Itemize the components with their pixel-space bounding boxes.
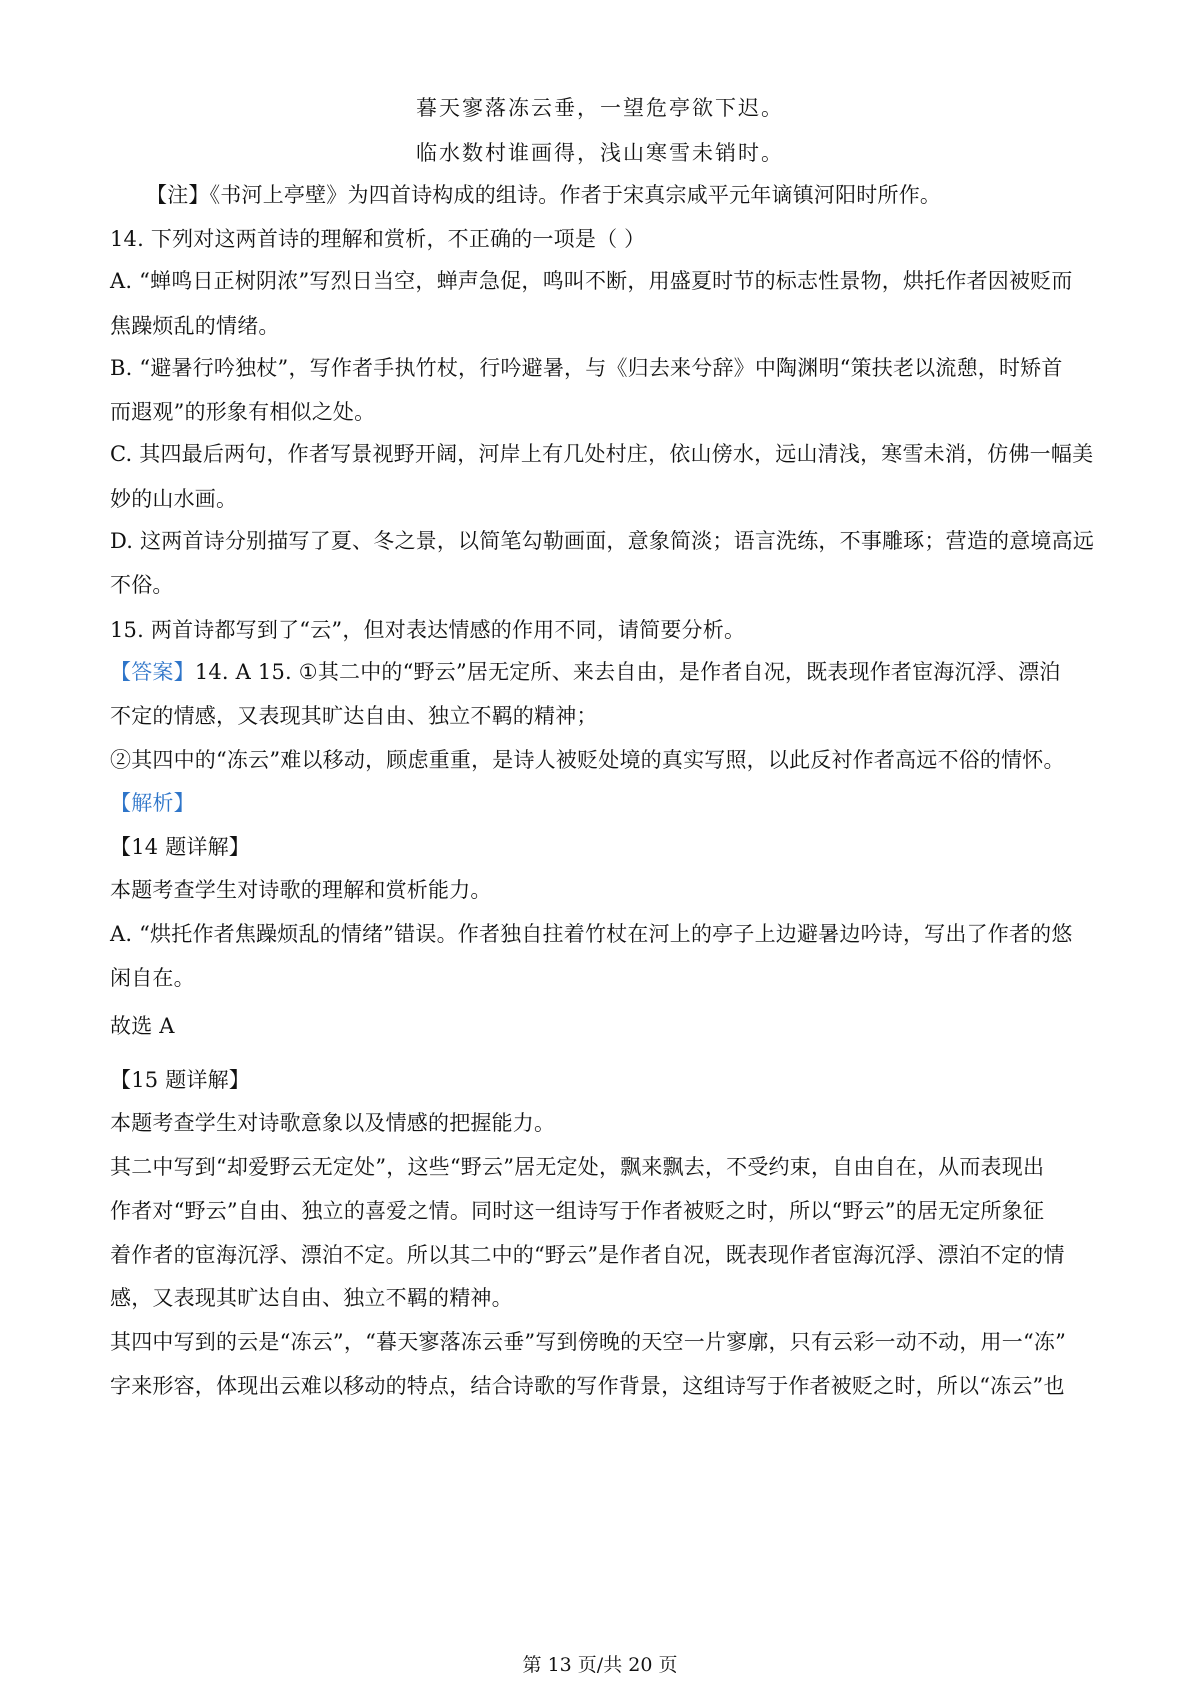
- option-d-line-1: D. 这两首诗分别描写了夏、冬之景，以简笔勾勒画面，意象简淡；语言洗练，不事雕琢；营造的意境高远: [110, 529, 1095, 553]
- poem-line-1: 暮天寥落冻云垂，一望危亭欲下迟。: [416, 96, 784, 120]
- analysis-15-line-7: 字来形容，体现出云难以移动的特点，结合诗歌的写作背景，这组诗写于作者被贬之时，所以“冻云”也: [110, 1374, 1065, 1398]
- poem-line-2: 临水数村谁画得，浅山寒雪未销时。: [416, 141, 784, 165]
- answer-line-2: 不定的情感，又表现其旷达自由、独立不羁的精神；: [110, 704, 598, 728]
- answer-text: 14. A 15. ①其二中的“野云”居无定所、来去自由，是作者自况，既表现作者宦海沉浮、漂泊: [194, 660, 1061, 684]
- note: 【注】《书河上亭壁》为四首诗构成的组诗。作者于宋真宗咸平元年谪镇河阳时所作。: [146, 183, 942, 207]
- answer-line-1: [110, 657, 1100, 687]
- option-a-line-1: A. “蝉鸣日正树阴浓”写烈日当空，蝉声急促，鸣叫不断，用盛夏时节的标志性景物，烘托作者因被贬而: [110, 269, 1073, 293]
- heading-15-detail: 【15 题详解】: [110, 1068, 250, 1092]
- analysis-14-choice: 故选 A: [110, 1014, 175, 1038]
- analysis-14-line-2: A. “烘托作者焦躁烦乱的情绪”错误。作者独自拄着竹杖在河上的亭子上边避暑边吟诗，写出了作者的悠: [110, 922, 1073, 946]
- option-a-line-2: 焦躁烦乱的情绪。: [110, 314, 280, 338]
- answer-tag: 【答案】: [110, 660, 195, 684]
- answer-line-3: ②其四中的“冻云”难以移动，顾虑重重，是诗人被贬处境的真实写照，以此反衬作者高远不俗的情怀。: [110, 748, 1065, 772]
- analysis-14-line-1: 本题考查学生对诗歌的理解和赏析能力。: [110, 878, 492, 902]
- question-14-stem: 14. 下列对这两首诗的理解和赏析，不正确的一项是（ ）: [110, 227, 646, 251]
- analysis-14-line-3: 闲自在。: [110, 966, 195, 990]
- analysis-15-line-6: 其四中写到的云是“冻云”，“暮天寥落冻云垂”写到傍晚的天空一片寥廓，只有云彩一动不动，用一“冻”: [110, 1330, 1067, 1354]
- analysis-15-line-5: 感，又表现其旷达自由、独立不羁的精神。: [110, 1286, 513, 1310]
- option-c-line-1: C. 其四最后两句，作者写景视野开阔，河岸上有几处村庄，依山傍水，远山清浅，寒雪未消，仿佛一幅美: [110, 442, 1094, 466]
- question-15-stem: 15. 两首诗都写到了“云”，但对表达情感的作用不同，请简要分析。: [110, 618, 746, 642]
- analysis-tag: 【解析】: [110, 791, 195, 815]
- analysis-15-line-2: 其二中写到“却爱野云无定处”，这些“野云”居无定处，飘来飘去，不受约束，自由自在，从而表现出: [110, 1155, 1045, 1179]
- page-footer: 第 13 页/共 20 页: [522, 1654, 678, 1676]
- analysis-15-line-4: 着作者的宦海沉浮、漂泊不定。所以其二中的“野云”是作者自况，既表现作者宦海沉浮、漂泊不定的情: [110, 1243, 1065, 1267]
- analysis-15-line-3: 作者对“野云”自由、独立的喜爱之情。同时这一组诗写于作者被贬之时，所以“野云”的居无定所象征: [110, 1199, 1045, 1223]
- heading-14-detail: 【14 题详解】: [110, 835, 250, 859]
- option-b-line-1: B. “避暑行吟独杖”，写作者手执竹杖，行吟避暑，与《归去来兮辞》中陶渊明“策扶老以流憩，时矫首: [110, 356, 1063, 380]
- option-d-line-2: 不俗。: [110, 573, 174, 597]
- option-b-line-2: 而遐观”的形象有相似之处。: [110, 400, 376, 424]
- option-c-line-2: 妙的山水画。: [110, 487, 238, 511]
- analysis-15-line-1: 本题考查学生对诗歌意象以及情感的把握能力。: [110, 1111, 556, 1135]
